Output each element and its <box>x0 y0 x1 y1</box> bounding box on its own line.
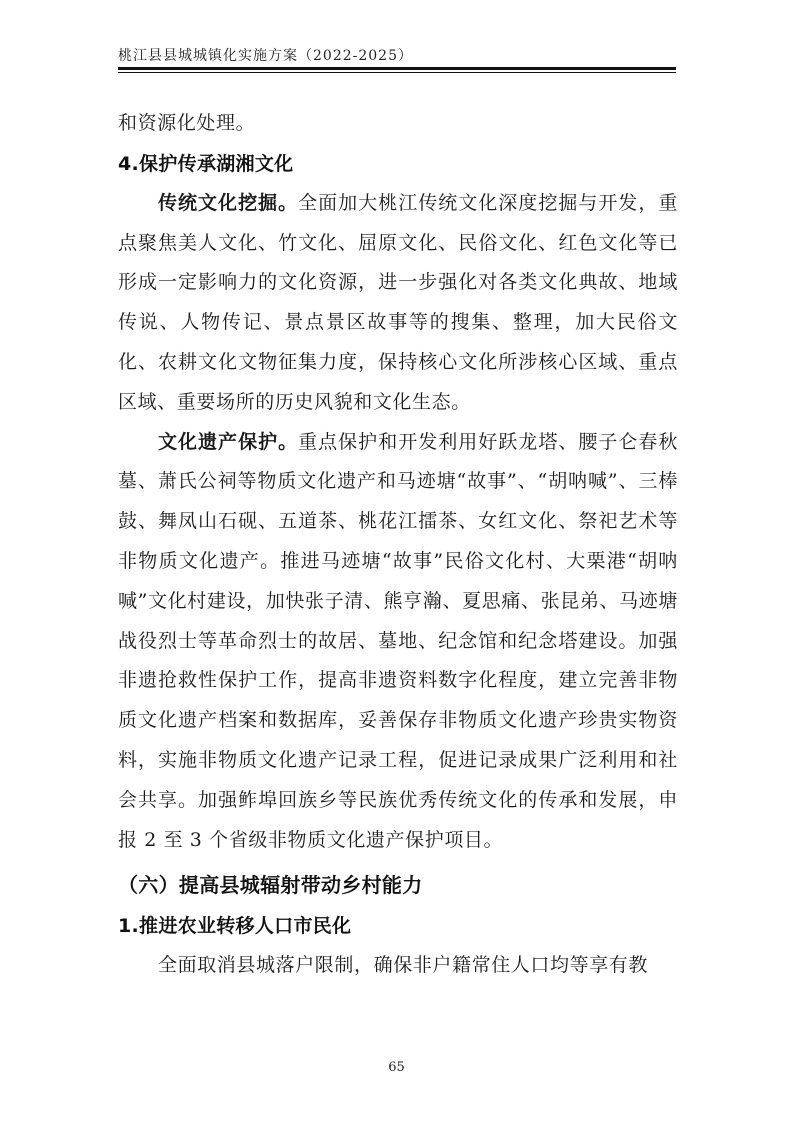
paragraph-text: 全面加大桃江传统文化深度挖掘与开发，重点聚焦美人文化、竹文化、屈原文化、民俗文化、红色文化等已形成一定影响力的文化资源，进一步强化对各类文化典故、地域传说、人物传记、景点景区故事等的搜集、整理，加大民俗文化、农耕文化文物征集力度，保持核心文化所涉核心区域、重点区域、重要场所的历史风貌和文化生态。 <box>118 191 679 413</box>
paragraph-urbanization: 全面取消县城落户限制，确保非户籍常住人口均等享有教 <box>158 954 649 977</box>
document-header: 桃江县县城城镇化实施方案（2022-2025） <box>118 48 413 64</box>
paragraph-heritage-protection <box>118 423 678 861</box>
paragraph-text: 重点保护和开发利用好跃龙塔、腰子仑春秋墓、萧氏公祠等物质文化遗产和马迹塘“故事”、“胡呐喊”、三棒鼓、舞凤山石砚、五道茶、桃花江擂茶、女红文化、祭祀艺术等非物质文化遗产。推进马迹塘“故事”民俗文化村、大栗港“胡呐喊”文化村建设，加快张子清、熊亨瀚、夏思痛、张昆弟、马迹塘战役烈士等革命烈士的故居、墓地、纪念馆和纪念塔建设。加强非遗抢救性保护工作，提高非遗资料数字化程度，建立完善非物质文化遗产档案和数据库，妥善保存非物质文化遗产珍贵实物资料，实施非物质文化遗产记录工程，促进记录成果广泛利用和社会共享。加强鲊埠回族乡等民族优秀传统文化的传承和发展，申报 2 至 3 个省级非物质文化遗产保护项目。 <box>118 430 679 851</box>
header-rule-thin <box>118 72 676 73</box>
intro-line: 和资源化处理。 <box>118 112 256 134</box>
page-number: 65 <box>388 1060 405 1075</box>
page-body <box>118 104 678 986</box>
paragraph-traditional-culture <box>118 184 678 423</box>
subsection-heading-6-1: 1.推进农业转移人口市民化 <box>118 915 352 938</box>
section-heading-4: 4.保护传承湖湘文化 <box>118 152 294 175</box>
header-rule-thick <box>118 67 676 70</box>
paragraph-lead: 传统文化挖掘。 <box>158 191 299 214</box>
paragraph-lead: 文化遗产保护。 <box>158 430 299 453</box>
section-heading-6: （六）提高县城辐射带动乡村能力 <box>118 873 423 898</box>
